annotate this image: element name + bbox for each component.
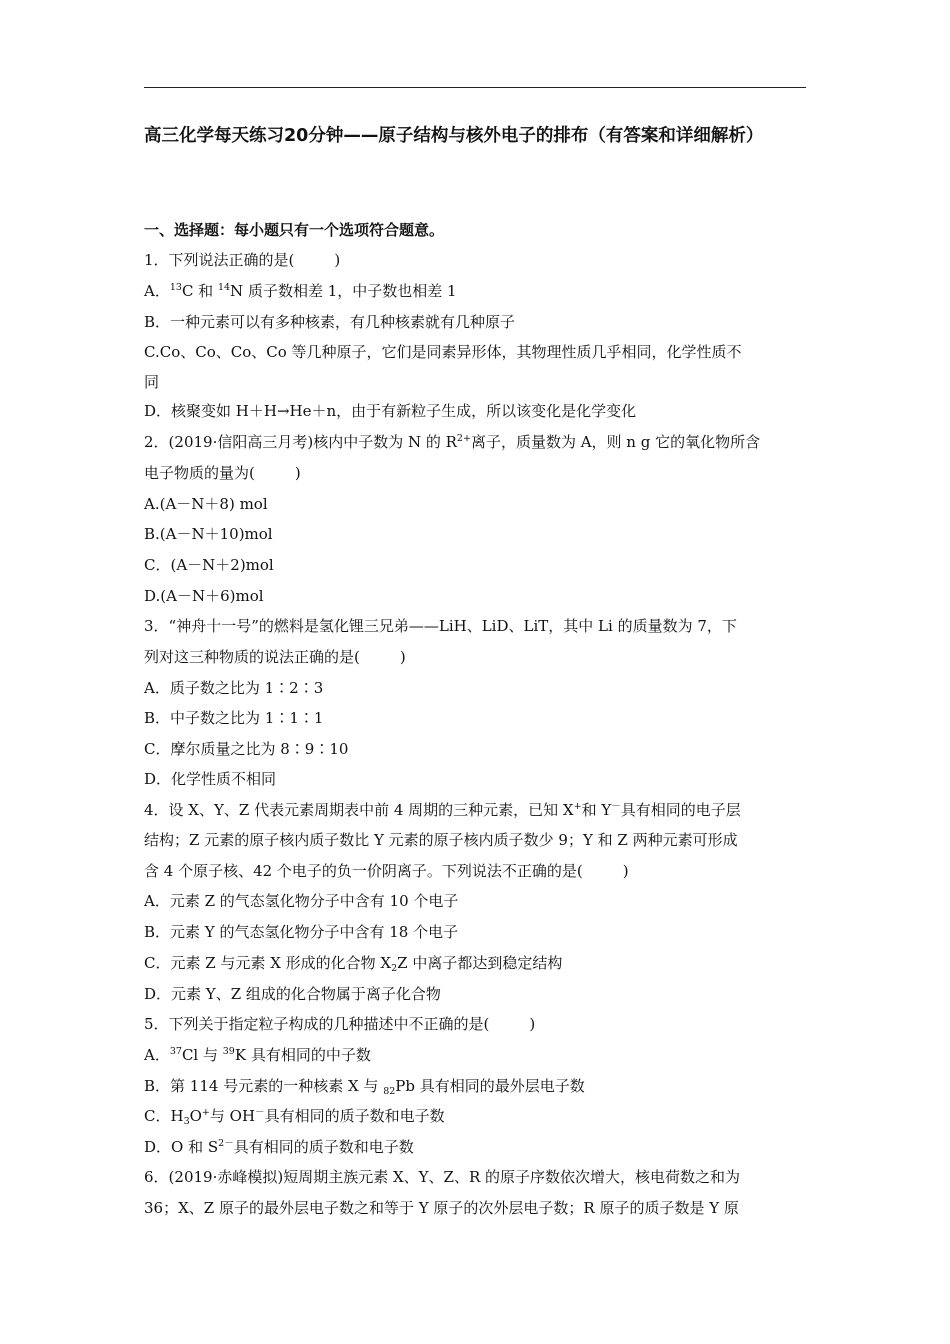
q3-option-a: A．质子数之比为 1∶2∶3 xyxy=(144,679,324,697)
q4-option-d: D．元素 Y、Z 组成的化合物属于离子化合物 xyxy=(144,985,441,1003)
section-header: 一、选择题：每小题只有一个选项符合题意。 xyxy=(144,221,445,239)
q6-stem-line1: 6．(2019·赤峰模拟)短周期主族元素 X、Y、Z、R 的原子序数依次增大，核电荷数之和为 xyxy=(144,1168,741,1186)
q4-option-c: C．元素 Z 与元素 X 形成的化合物 $X_2Z$ 中离子都达到稳定结构 xyxy=(144,954,563,974)
q6-stem-line2: 36；X、Z 原子的最外层电子数之和等于 Y 原子的次外层电子数；R 原子的质子数是 Y 原 xyxy=(144,1199,739,1217)
q5-option-d: D．O 和 $S^{2-}$具有相同的质子数和电子数 xyxy=(144,1138,414,1156)
q3-option-b: B．中子数之比为 1∶1∶1 xyxy=(144,709,324,727)
q2-stem-line2: 电子物质的量为( ) xyxy=(144,464,301,482)
q5-stem: 5．下列关于指定粒子构成的几种描述中不正确的是( ) xyxy=(144,1015,536,1033)
q5-option-c: C．$H_3O^+$与 OH－具有相同的质子数和电子数 xyxy=(144,1107,445,1127)
q4-option-a: A．元素 Z 的气态氢化物分子中含有 10 个电子 xyxy=(144,892,459,910)
q5-option-a: A．$^{37}$Cl 与 $^{39}$K 具有相同的中子数 xyxy=(144,1046,371,1064)
q2-option-c: C．(A－N＋2)mol xyxy=(144,556,274,574)
q1-option-b: B．一种元素可以有多种核素，有几种核素就有几种原子 xyxy=(144,313,516,331)
q4-stem-line3: 含 4 个原子核、42 个电子的负一价阴离子。下列说法不正确的是( ) xyxy=(144,862,629,880)
q1-option-c-line2: 同 xyxy=(144,373,160,391)
q3-stem-line2: 列对这三种物质的说法正确的是( ) xyxy=(144,648,406,666)
q3-option-c: C．摩尔质量之比为 8∶9∶10 xyxy=(144,740,349,758)
q2-option-b: B.(A－N＋10)mol xyxy=(144,525,273,543)
q5-option-b: B．第 114 号元素的一种核素 X 与 $_{82}$Pb 具有相同的最外层电子数 xyxy=(144,1077,585,1097)
q4-option-b: B．元素 Y 的气态氢化物分子中含有 18 个电子 xyxy=(144,923,459,941)
q3-option-d: D．化学性质不相同 xyxy=(144,770,277,788)
q1-option-a: A．$^{13}$C 和 $^{14}$N 质子数相差 1，中子数也相差 1 xyxy=(144,282,457,300)
q4-stem-line2: 结构；Z 元素的原子核内质子数比 Y 元素的原子核内质子数少 9；Y 和 Z 两种元素可形成 xyxy=(144,831,738,849)
q2-option-d: D.(A－N＋6)mol xyxy=(144,587,264,605)
q2-option-a: A.(A－N＋8) mol xyxy=(144,495,268,513)
document-title: 高三化学每天练习20分钟——原子结构与核外电子的排布（有答案和详细解析） xyxy=(144,126,764,146)
q1-option-c-line1: C.Co、Co、Co、Co 等几种原子，它们是同素异形体，其物理性质几乎相同，化学性质不 xyxy=(144,343,742,361)
q3-stem-line1: 3．“神舟十一号”的燃料是氢化锂三兄弟——LiH、LiD、LiT，其中 Li 的质量数为 7，下 xyxy=(144,617,737,635)
q4-stem-line1: 4．设 X、Y、Z 代表元素周期表中前 4 周期的三种元素，已知 X+和 Y－具有相同的电子层 xyxy=(144,801,741,819)
q2-stem-line1: 2．(2019·信阳高三月考)核内中子数为 N 的 $R^{2+}$离子，质量数为 A，则 n g 它的氧化物所含 xyxy=(144,433,761,451)
q1-option-d: D．核聚变如 H＋H→He＋n，由于有新粒子生成，所以该变化是化学变化 xyxy=(144,402,637,420)
q1-stem: 1．下列说法正确的是( ) xyxy=(144,251,341,269)
header-rule xyxy=(144,87,806,88)
